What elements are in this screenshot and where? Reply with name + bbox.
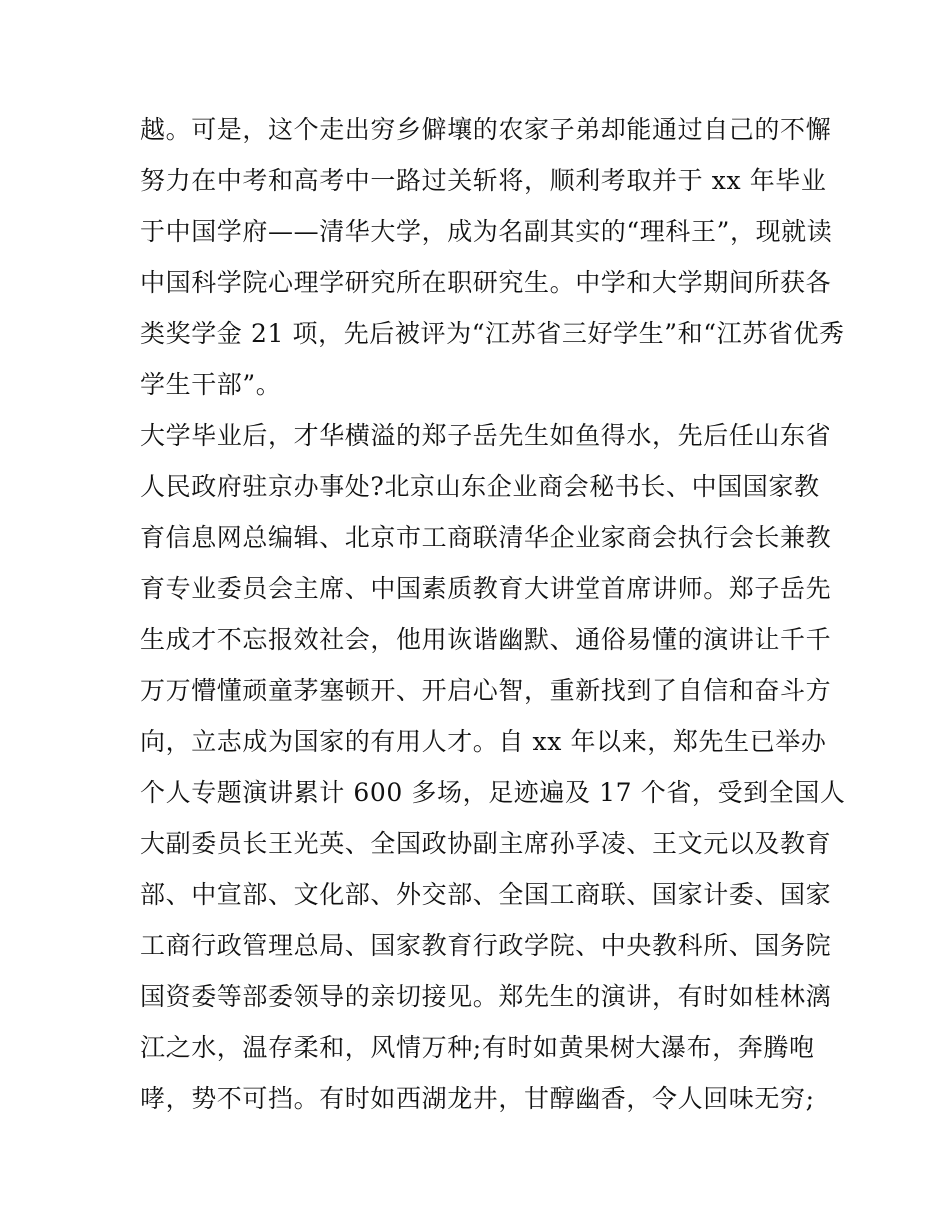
text-line: 江之水，温存柔和，风情万种;有时如黄果树大瀑布，奔腾咆 xyxy=(140,1033,815,1062)
text-line: 大副委员长王光英、全国政协副主席孙孚凌、王文元以及教育 xyxy=(140,829,832,858)
text-line: 人民政府驻京办事处?北京山东企业商会秘书长、中国国家教 xyxy=(140,472,820,501)
text-line: 万万懵懂顽童茅塞顿开、开启心智，重新找到了自信和奋斗方 xyxy=(140,676,832,705)
text-line: 个人专题演讲累计 600 多场，足迹遍及 17 个省，受到全国人 xyxy=(140,778,846,807)
text-line: 学生干部”。 xyxy=(140,370,282,399)
text-line: 生成才不忘报效社会，他用诙谐幽默、通俗易懂的演讲让千千 xyxy=(140,625,832,654)
text-line: 哮，势不可挡。有时如西湖龙井，甘醇幽香，令人回味无穷; xyxy=(140,1084,815,1113)
text-line: 大学毕业后，才华横溢的郑子岳先生如鱼得水，先后任山东省 xyxy=(140,421,832,450)
text-line: 中国科学院心理学研究所在职研究生。中学和大学期间所获各 xyxy=(140,268,832,297)
text-line: 部、中宣部、文化部、外交部、全国工商联、国家计委、国家 xyxy=(140,880,832,909)
text-line: 努力在中考和高考中一路过关斩将，顺利考取并于 xx 年毕业 xyxy=(140,166,827,195)
text-line: 类奖学金 21 项，先后被评为“江苏省三好学生”和“江苏省优秀 xyxy=(140,319,845,348)
text-line: 国资委等部委领导的亲切接见。郑先生的演讲，有时如桂林漓 xyxy=(140,982,832,1011)
text-line: 育专业委员会主席、中国素质教育大讲堂首席讲师。郑子岳先 xyxy=(140,574,832,603)
text-line: 越。可是，这个走出穷乡僻壤的农家子弟却能通过自己的不懈 xyxy=(140,115,832,144)
text-line: 向，立志成为国家的有用人才。自 xx 年以来，郑先生已举办 xyxy=(140,727,827,756)
text-line: 育信息网总编辑、北京市工商联清华企业家商会执行会长兼教 xyxy=(140,523,832,552)
text-line: 于中国学府——清华大学，成为名副其实的“理科王”，现就读 xyxy=(140,217,833,246)
text-line: 工商行政管理总局、国家教育行政学院、中央教科所、国务院 xyxy=(140,931,832,960)
